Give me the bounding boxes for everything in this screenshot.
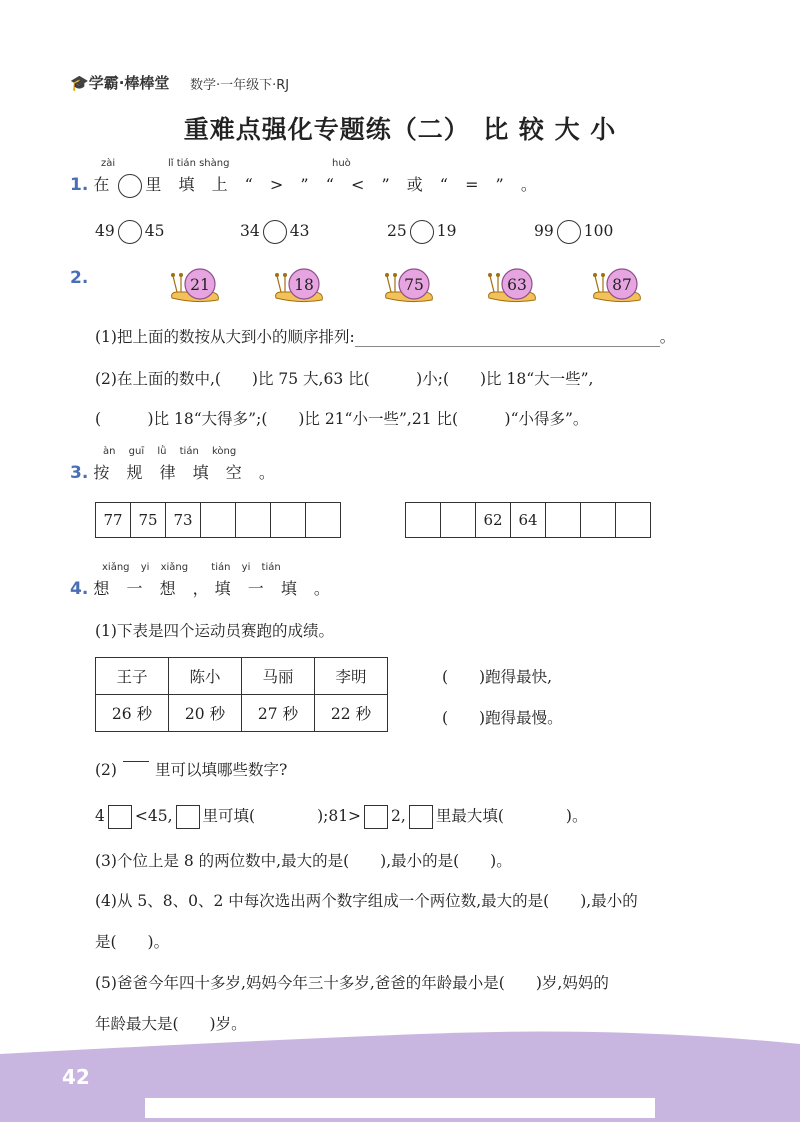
answer-box[interactable]: [364, 805, 388, 829]
brand-logo: 🎓学霸·棒棒堂: [70, 74, 170, 92]
q4-part2: (2) 里可以填哪些数字?: [95, 758, 287, 782]
compare-item: 49 45: [95, 220, 164, 244]
sequence-cell[interactable]: [201, 503, 236, 538]
answer-box[interactable]: [108, 805, 132, 829]
question-number: 2.: [70, 268, 89, 288]
pinyin-an-gui-lv-tian-kong: àn guī lǜ tián kòng: [103, 446, 237, 457]
answer-circle[interactable]: [118, 220, 142, 244]
question-text: 按 规 律 填 空 。: [93, 463, 281, 482]
pinyin-huo: huò: [332, 158, 351, 169]
slowest-answer: ( )跑得最慢。: [442, 709, 563, 727]
runner-time: 20 秒: [169, 695, 242, 732]
question-4: [70, 576, 336, 599]
sequence-cell[interactable]: [306, 503, 341, 538]
sequence-cell: 62: [476, 503, 511, 538]
pinyin-xiang-yi-xiang: xiǎng yi xiǎng tián yi tián: [102, 562, 281, 573]
answer-circle[interactable]: [263, 220, 287, 244]
compare-item: 25 19: [387, 220, 456, 244]
runner-time: 22 秒: [315, 695, 388, 732]
sequence-cell[interactable]: [236, 503, 271, 538]
snail-number: 63: [507, 276, 527, 294]
snail-number: 75: [404, 276, 424, 294]
question-3: [70, 460, 281, 483]
pinyin-li-tian-shang: lǐ tián shàng: [168, 158, 230, 169]
snail-number: 21: [190, 276, 210, 294]
sequence-cell: 75: [131, 503, 166, 538]
sequence-table-2: [405, 502, 651, 538]
snail-number: 18: [294, 276, 314, 294]
question-number: 3.: [70, 463, 89, 483]
sequence-cell[interactable]: [271, 503, 306, 538]
compare-item: 99 100: [534, 220, 613, 244]
question-number: 4.: [70, 579, 89, 599]
runner-name: 王子: [96, 658, 169, 695]
q2-part2-line1: (2)在上面的数中,( )比 75 大,63 比( )小;( )比 18“大一些”,: [95, 370, 594, 388]
answer-circle[interactable]: [410, 220, 434, 244]
runner-name: 李明: [315, 658, 388, 695]
runner-name: 陈小: [169, 658, 242, 695]
snail-number: 87: [612, 276, 632, 294]
footer-bar: [145, 1098, 655, 1118]
runner-time: 27 秒: [242, 695, 315, 732]
q4-part5-line1: (5)爸爸今年四十多岁,妈妈今年三十多岁,爸爸的年龄最小是( )岁,妈妈的: [95, 974, 609, 992]
q2-part1: (1)把上面的数按从大到小的顺序排列: 。: [95, 328, 676, 346]
sequence-cell[interactable]: [441, 503, 476, 538]
runner-times-table: [95, 657, 388, 732]
q4-part2-line: 4 <45, 里可填( );81> 2, 里最大填( )。: [95, 804, 587, 829]
answer-box[interactable]: [176, 805, 200, 829]
sequence-cell: 64: [511, 503, 546, 538]
sequence-cell[interactable]: [406, 503, 441, 538]
q4-part5-line2: 年龄最大是( )岁。: [95, 1015, 247, 1033]
q4-part4-line1: (4)从 5、8、0、2 中每次选出两个数字组成一个两位数,最大的是( ),最小的: [95, 892, 638, 910]
sequence-cell[interactable]: [546, 503, 581, 538]
sequence-cell[interactable]: [581, 503, 616, 538]
runner-time: 26 秒: [96, 695, 169, 732]
question-number: 1.: [70, 175, 89, 195]
fastest-answer: ( )跑得最快,: [442, 668, 553, 686]
sequence-table-1: [95, 502, 341, 538]
graduation-cap-icon: 🎓: [70, 74, 89, 92]
runner-name: 马丽: [242, 658, 315, 695]
question-text: 在: [93, 175, 116, 194]
q2-part2-line2: ( )比 18“大得多”;( )比 21“小一些”,21 比( )“小得多”。: [95, 410, 589, 428]
question-1: [70, 172, 543, 198]
q4-part1: (1)下表是四个运动员赛跑的成绩。: [95, 622, 334, 640]
q4-part3: (3)个位上是 8 的两位数中,最大的是( ),最小的是( )。: [95, 852, 512, 870]
pinyin-zai: zài: [101, 158, 116, 169]
page-number: 42: [62, 1065, 90, 1089]
sequence-cell: 77: [96, 503, 131, 538]
sequence-cell: 73: [166, 503, 201, 538]
page-title: 重难点强化专题练（二） 比 较 大 小: [183, 115, 617, 144]
answer-circle[interactable]: [557, 220, 581, 244]
box-placeholder: [123, 761, 149, 782]
q4-part4-line2: 是( )。: [95, 933, 170, 951]
answer-line[interactable]: [355, 332, 660, 347]
compare-item: 34 43: [240, 220, 309, 244]
answer-box[interactable]: [409, 805, 433, 829]
question-text: 里 填 上 “ > ” “ < ” 或 “ = ” 。: [145, 175, 543, 194]
header-subject: 数学·一年级下·RJ: [190, 78, 290, 93]
answer-circle: [118, 174, 142, 198]
question-text: 想 一 想 ，填 一 填 。: [93, 579, 336, 598]
sequence-cell[interactable]: [616, 503, 651, 538]
